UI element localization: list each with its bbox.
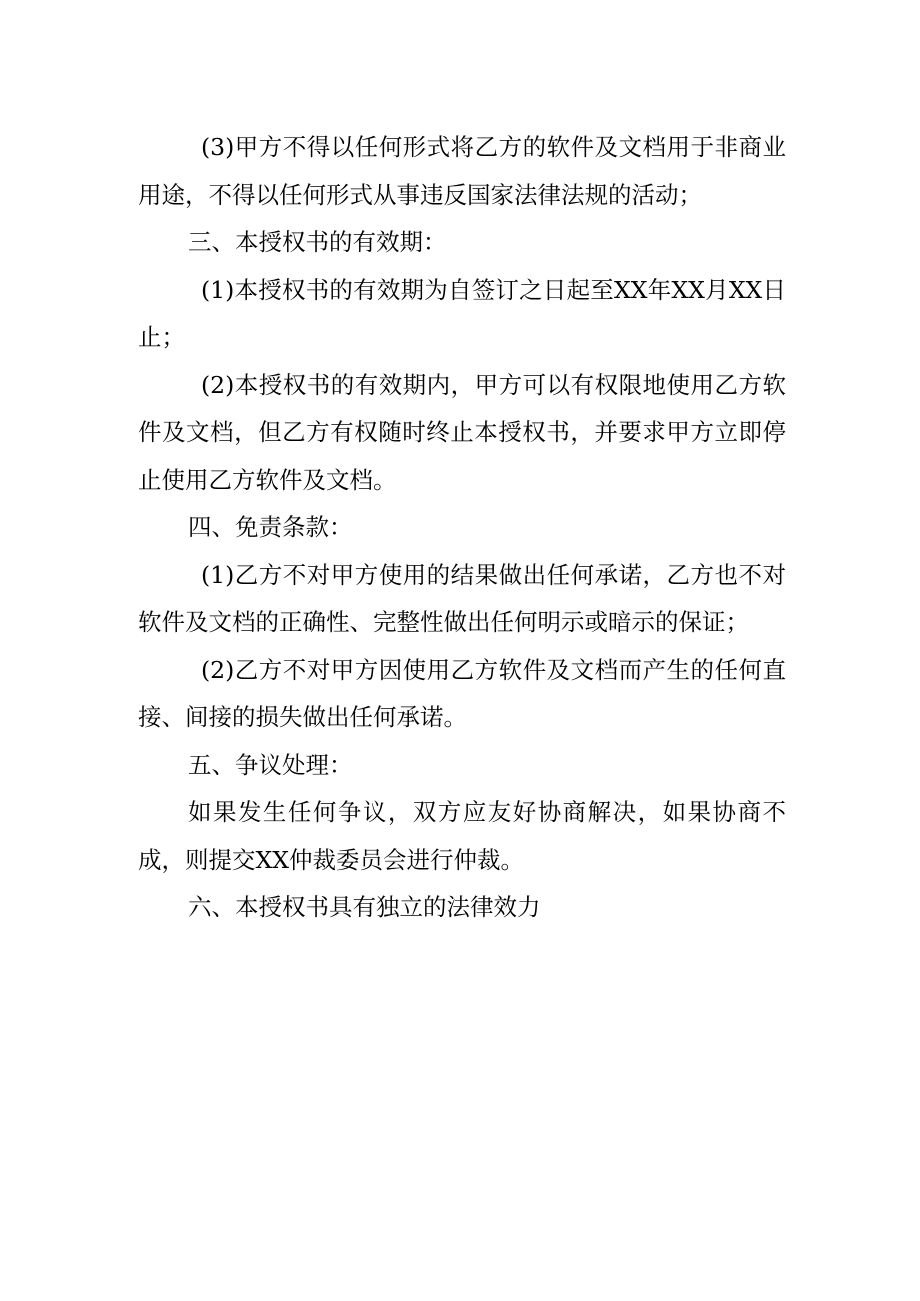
validity-item-1: (1)本授权书的有效期为自签订之日起至XX年XX月XX日止； <box>138 275 786 351</box>
section-heading-dispute: 五、争议处理： <box>188 750 353 779</box>
section-heading-validity: 三、本授权书的有效期： <box>188 228 447 256</box>
disclaimer-item-1: (1)乙方不对甲方使用的结果做出任何承诺，乙方也不对软件及文档的正确性、完整性做出任何明示或暗示的保证； <box>138 560 786 636</box>
document-page <box>138 124 786 932</box>
disclaimer-item-2: (2)乙方不对甲方因使用乙方软件及文档而产生的任何直接、间接的损失做出任何承诺。 <box>138 655 786 731</box>
validity-item-2: (2)本授权书的有效期内，甲方可以有权限地使用乙方软件及文档，但乙方有权随时终止本授权书，并要求甲方立即停止使用乙方软件及文档。 <box>138 370 786 494</box>
dispute-paragraph: 如果发生任何争议，双方应友好协商解决，如果协商不成，则提交XX仲裁委员会进行仲裁。 <box>138 798 786 874</box>
section-heading-legal-effect: 六、本授权书具有独立的法律效力 <box>188 893 541 921</box>
section-heading-disclaimer: 四、免责条款： <box>188 513 353 541</box>
clause-2-item-3: (3)甲方不得以任何形式将乙方的软件及文档用于非商业用途，不得以任何形式从事违反国家法律法规的活动； <box>138 133 786 209</box>
